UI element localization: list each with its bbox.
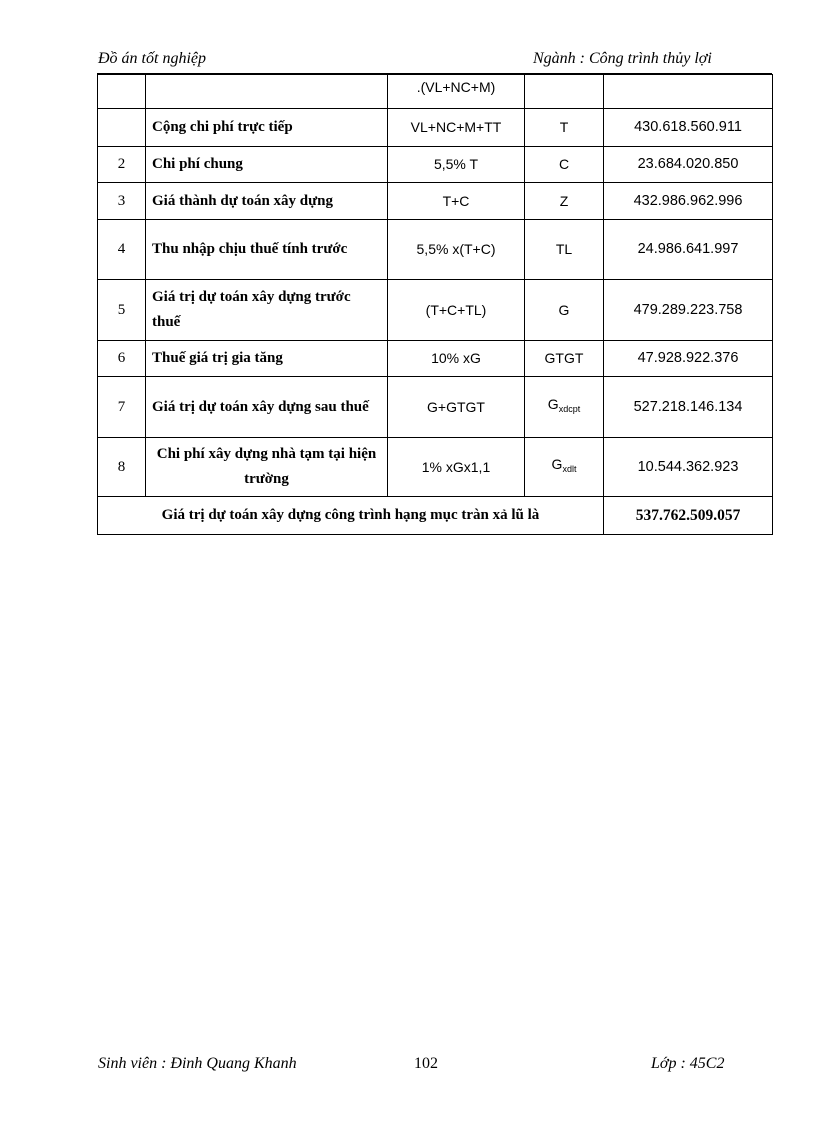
table-row: [98, 183, 773, 220]
formula: T+C: [388, 183, 525, 220]
symbol: [525, 75, 604, 109]
formula: 5,5% x(T+C): [388, 220, 525, 280]
item-name: Cộng chi phí trực tiếp: [146, 109, 388, 147]
value: 479.289.223.758: [604, 280, 773, 341]
row-number: 6: [98, 341, 146, 377]
symbol: [525, 377, 604, 438]
cost-estimate-table: [97, 74, 773, 535]
row-number: [98, 109, 146, 147]
item-name: Giá trị dự toán xây dựng sau thuế: [146, 377, 388, 438]
table-row: [98, 147, 773, 183]
symbol-main: G: [551, 456, 563, 472]
symbol: TL: [525, 220, 604, 280]
formula: 10% xG: [388, 341, 525, 377]
value: [604, 75, 773, 109]
table-row: [98, 75, 773, 109]
symbol: [525, 438, 604, 497]
formula: .(VL+NC+M): [388, 75, 525, 109]
value: 47.928.922.376: [604, 341, 773, 377]
formula: (T+C+TL): [388, 280, 525, 341]
value: 432.986.962.996: [604, 183, 773, 220]
value: 24.986.641.997: [604, 220, 773, 280]
formula: G+GTGT: [388, 377, 525, 438]
symbol-subscript: xdlt: [562, 464, 577, 474]
formula: 1% xGx1,1: [388, 438, 525, 497]
row-number: 4: [98, 220, 146, 280]
footer-student: Sinh viên : Đinh Quang Khanh: [98, 1055, 297, 1072]
symbol: T: [525, 109, 604, 147]
item-name: Thuế giá trị gia tăng: [146, 341, 388, 377]
value: 10.544.362.923: [604, 438, 773, 497]
symbol-subscript: xdcpt: [558, 404, 581, 414]
footer-class: Lớp : 45C2: [651, 1055, 725, 1072]
item-name: Chi phí chung: [146, 147, 388, 183]
item-name: [146, 75, 388, 109]
symbol: GTGT: [525, 341, 604, 377]
table-row: [98, 109, 773, 147]
symbol: G: [525, 280, 604, 341]
value: 23.684.020.850: [604, 147, 773, 183]
table-row: [98, 220, 773, 280]
page-number: 102: [414, 1055, 438, 1072]
table-row: [98, 377, 773, 438]
total-value: 537.762.509.057: [604, 497, 773, 535]
header-right: Ngành : Công trình thủy lợi: [533, 50, 712, 67]
row-number: 8: [98, 438, 146, 497]
symbol-main: G: [547, 396, 559, 412]
value: 527.218.146.134: [604, 377, 773, 438]
total-label: Giá trị dự toán xây dựng công trình hạng mục tràn xả lũ là: [98, 497, 604, 535]
formula: 5,5% T: [388, 147, 525, 183]
row-number: 2: [98, 147, 146, 183]
item-name: Thu nhập chịu thuế tính trước: [146, 220, 388, 280]
row-number: [98, 75, 146, 109]
row-number: 3: [98, 183, 146, 220]
total-row: [98, 497, 773, 535]
item-name: Chi phí xây dựng nhà tạm tại hiện trường: [146, 438, 388, 497]
item-name: Giá thành dự toán xây dựng: [146, 183, 388, 220]
table-row: [98, 341, 773, 377]
row-number: 5: [98, 280, 146, 341]
value: 430.618.560.911: [604, 109, 773, 147]
symbol: C: [525, 147, 604, 183]
symbol: Z: [525, 183, 604, 220]
item-name: Giá trị dự toán xây dựng trước thuế: [146, 280, 388, 341]
table-row: [98, 280, 773, 341]
table-row: [98, 438, 773, 497]
header-left: Đồ án tốt nghiệp: [98, 50, 206, 67]
formula: VL+NC+M+TT: [388, 109, 525, 147]
row-number: 7: [98, 377, 146, 438]
